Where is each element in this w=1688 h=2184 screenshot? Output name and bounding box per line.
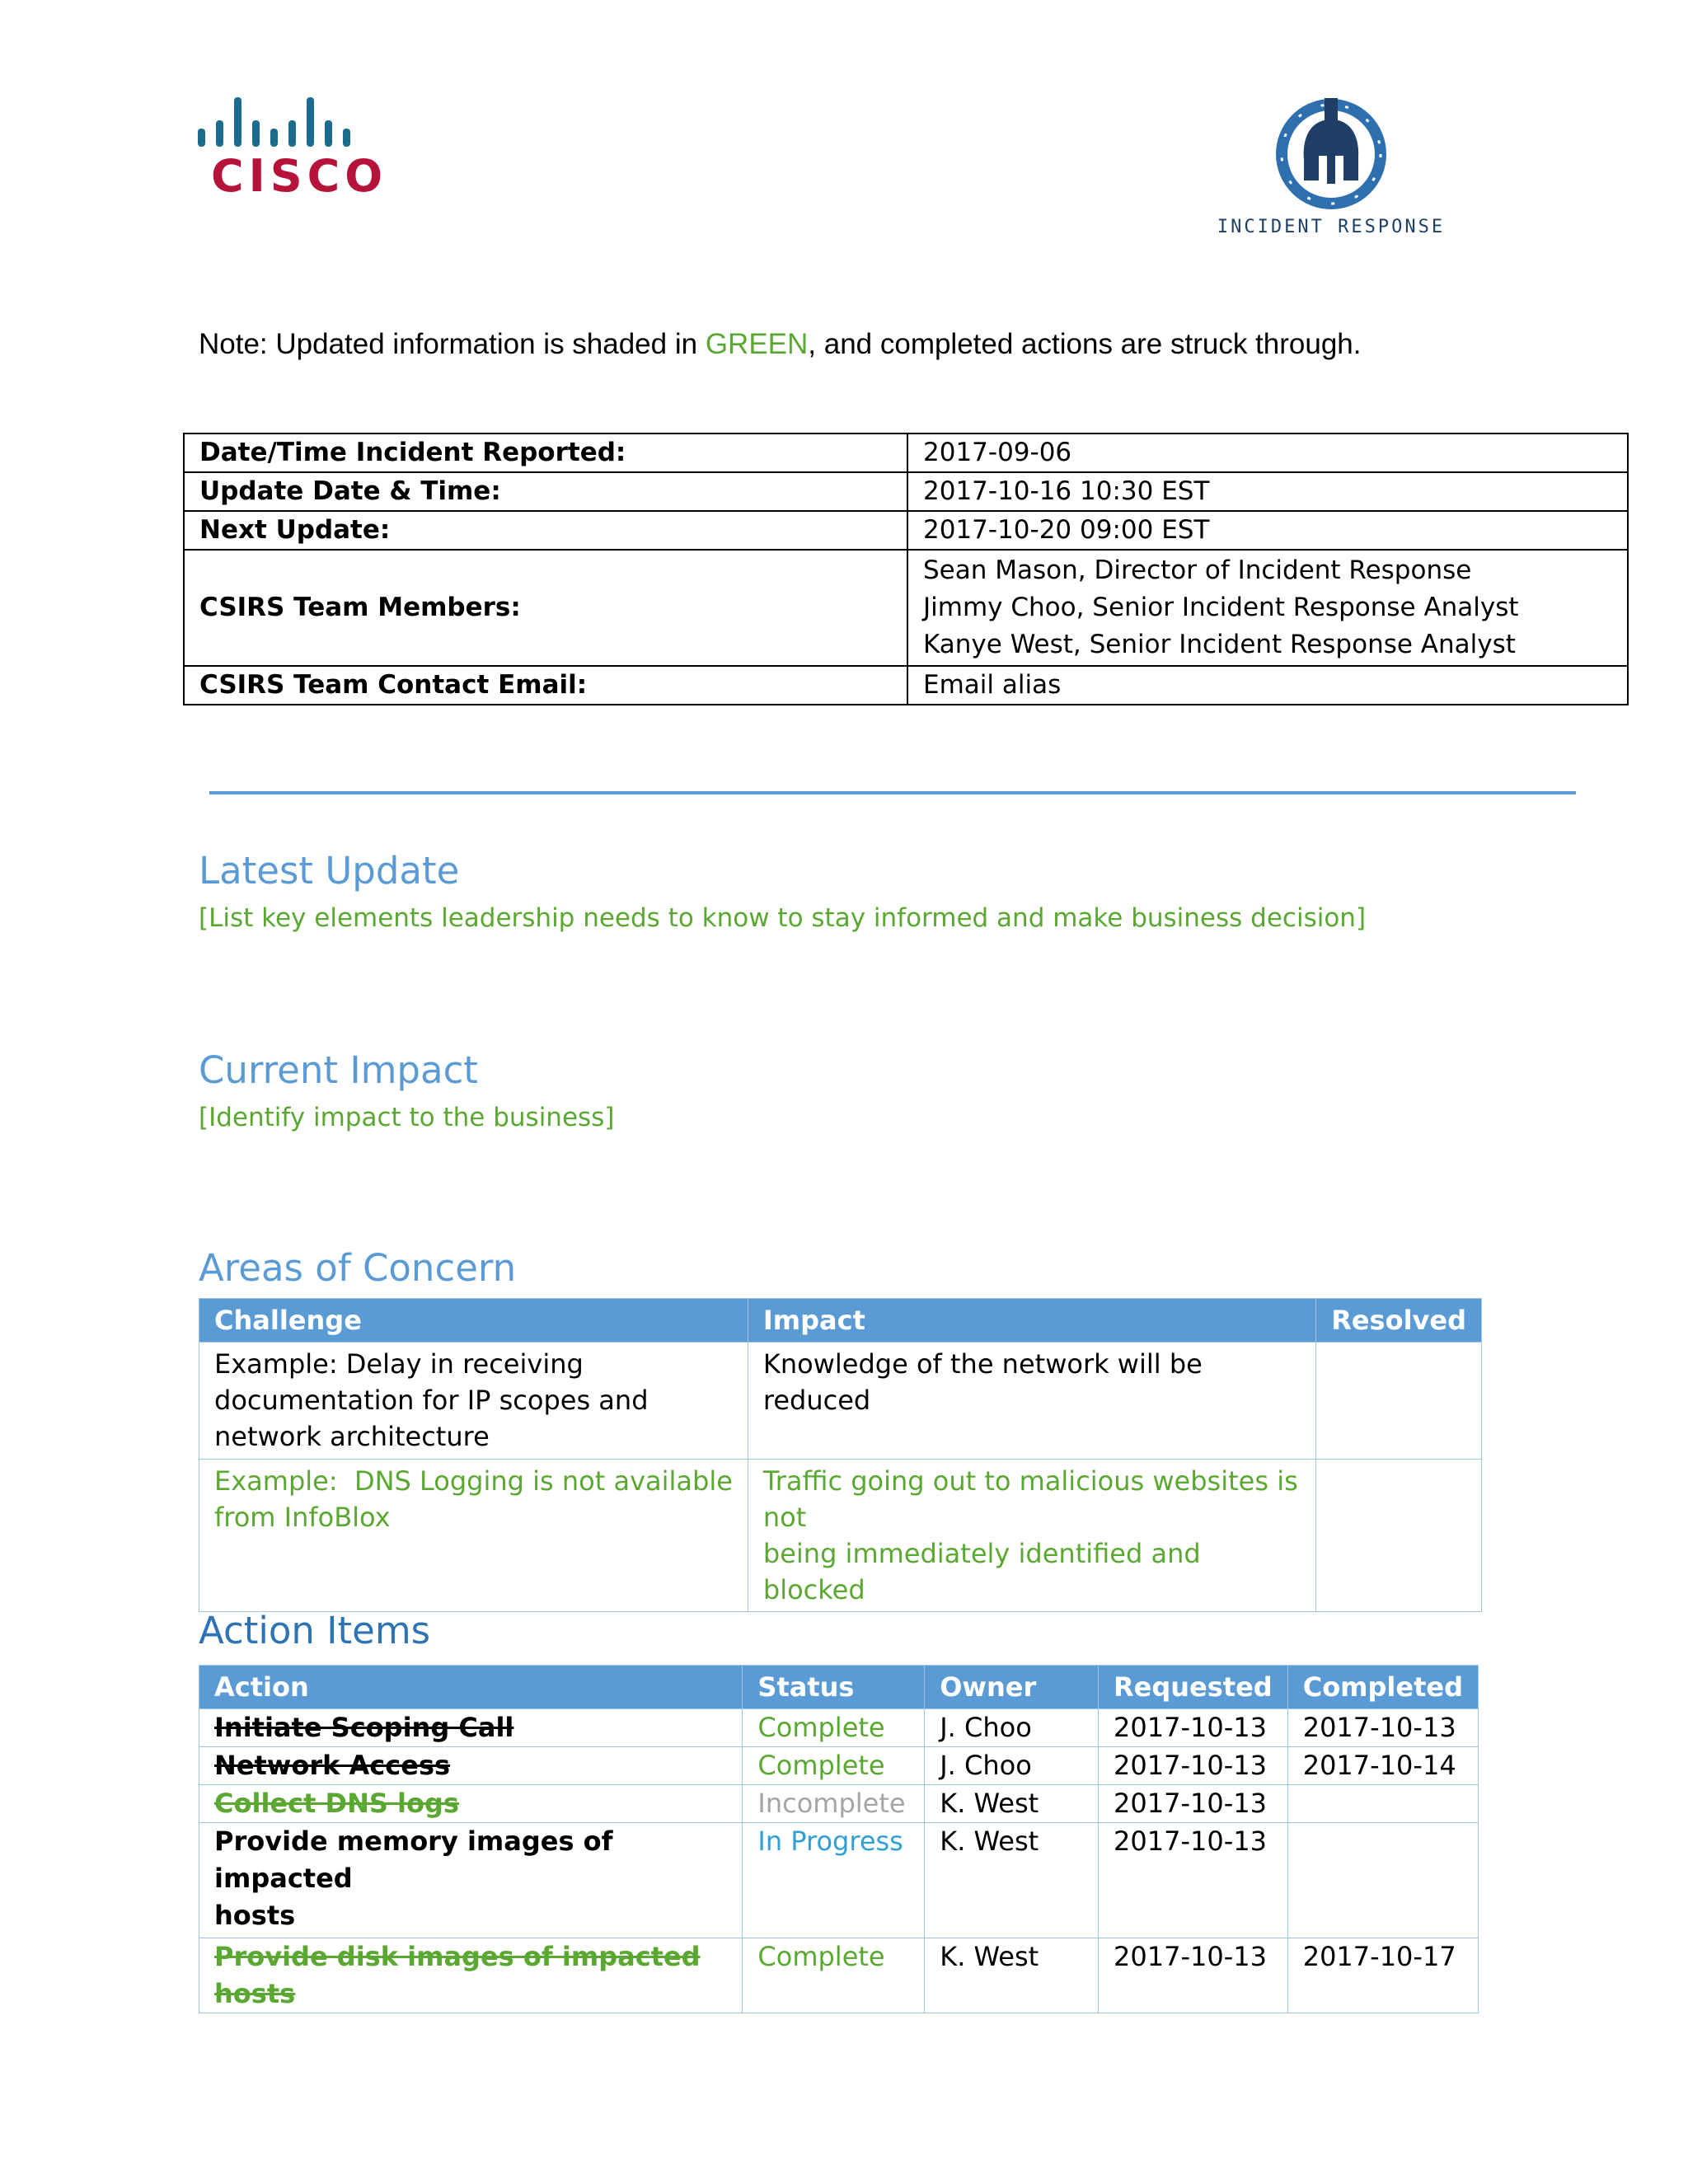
next-update-value: 2017-10-20 09:00 EST: [907, 511, 1628, 550]
next-update-label: Next Update:: [184, 511, 907, 550]
challenge-cell: [199, 1460, 748, 1612]
impact-line: Knowledge of the network will be reduced: [762, 1348, 1203, 1416]
email-label: CSIRS Team Contact Email:: [184, 666, 907, 705]
status-cell: In Progress: [743, 1823, 925, 1938]
requested-cell: 2017-10-13: [1099, 1823, 1288, 1938]
requested-cell: 2017-10-13: [1099, 1747, 1288, 1785]
action-cell: Provide disk images of impacted hosts: [199, 1938, 743, 2013]
table-row: [199, 1823, 1479, 1938]
latest-update-text: [List key elements leadership needs to know to stay informed and make business decision]: [199, 903, 1367, 933]
col-status: Status: [743, 1666, 925, 1709]
table-row: [199, 1938, 1479, 2013]
incident-response-caption: INCIDENT RESPONSE: [1217, 217, 1446, 237]
resolved-cell: [1316, 1460, 1482, 1612]
col-completed: Completed: [1287, 1666, 1478, 1709]
action-cell: Initiate Scoping Call: [199, 1709, 743, 1747]
impact-cell: [748, 1460, 1315, 1612]
owner-cell: J. Choo: [925, 1709, 1099, 1747]
concern-header-row: [199, 1299, 1482, 1343]
action-line: hosts: [214, 1900, 296, 1931]
resolved-cell: [1316, 1343, 1482, 1460]
current-impact-text: [Identify impact to the business]: [199, 1103, 615, 1132]
action-cell: Collect DNS logs: [199, 1785, 743, 1823]
email-value: Email alias: [907, 666, 1628, 705]
incident-info-table: [183, 433, 1629, 705]
completed-cell: 2017-10-13: [1287, 1709, 1478, 1747]
owner-cell: K. West: [925, 1785, 1099, 1823]
areas-of-concern-heading: Areas of Concern: [199, 1246, 517, 1290]
challenge-line: documentation for IP scopes and: [214, 1385, 649, 1416]
completed-cell: 2017-10-14: [1287, 1747, 1478, 1785]
incident-response-logo: [1195, 95, 1467, 243]
spartan-helmet-icon: [1276, 95, 1386, 210]
impact-line: Traffic going out to malicious websites is not: [762, 1465, 1298, 1533]
challenge-line: from InfoBlox: [214, 1502, 391, 1533]
challenge-cell: [199, 1343, 748, 1460]
team-member: Jimmy Choo, Senior Incident Response Analyst: [923, 593, 1519, 622]
action-cell: [199, 1823, 743, 1938]
table-row: [199, 1785, 1479, 1823]
status-cell: Incomplete: [743, 1785, 925, 1823]
info-row-email: [184, 666, 1628, 705]
team-label: CSIRS Team Members:: [184, 550, 907, 666]
areas-of-concern-table: [199, 1298, 1482, 1612]
update-label: Update Date & Time:: [184, 472, 907, 511]
challenge-line: network architecture: [214, 1421, 490, 1452]
completed-cell: [1287, 1785, 1478, 1823]
col-action: Action: [199, 1666, 743, 1709]
action-items-heading: Action Items: [199, 1609, 431, 1652]
note-text-after: , and completed actions are struck through.: [808, 328, 1362, 360]
challenge-line: Example: Delay in receiving: [214, 1348, 584, 1380]
cisco-wordmark: CISCO: [211, 150, 388, 202]
status-cell: Complete: [743, 1747, 925, 1785]
challenge-line: Example: DNS Logging is not available: [214, 1465, 733, 1497]
reported-label: Date/Time Incident Reported:: [184, 434, 907, 472]
requested-cell: 2017-10-13: [1099, 1785, 1288, 1823]
team-member: Kanye West, Senior Incident Response Analyst: [923, 630, 1516, 659]
note-highlight-green: GREEN: [705, 328, 809, 360]
completed-cell: 2017-10-17: [1287, 1938, 1478, 2013]
status-cell: Complete: [743, 1938, 925, 2013]
latest-update-heading: Latest Update: [199, 849, 460, 893]
info-row-reported: [184, 434, 1628, 472]
update-value: 2017-10-16 10:30 EST: [907, 472, 1628, 511]
impact-line: being immediately identified and blocked: [762, 1538, 1201, 1605]
impact-cell: [748, 1343, 1315, 1460]
current-impact-heading: Current Impact: [199, 1048, 478, 1092]
note-text-before: Note: Updated information is shaded in: [199, 328, 706, 360]
requested-cell: 2017-10-13: [1099, 1709, 1288, 1747]
table-row: [199, 1460, 1482, 1612]
col-challenge: Challenge: [199, 1299, 748, 1343]
owner-cell: J. Choo: [925, 1747, 1099, 1785]
section-divider: [209, 791, 1576, 794]
col-owner: Owner: [925, 1666, 1099, 1709]
col-resolved: Resolved: [1316, 1299, 1482, 1343]
action-header-row: [199, 1666, 1479, 1709]
completed-cell: [1287, 1823, 1478, 1938]
team-member: Sean Mason, Director of Incident Response: [923, 555, 1472, 585]
status-cell: Complete: [743, 1709, 925, 1747]
owner-cell: K. West: [925, 1938, 1099, 2013]
table-row: [199, 1709, 1479, 1747]
requested-cell: 2017-10-13: [1099, 1938, 1288, 2013]
info-row-team: [184, 550, 1628, 666]
action-items-table: [199, 1665, 1479, 2013]
team-members: [907, 550, 1628, 666]
col-impact: Impact: [748, 1299, 1315, 1343]
action-line: Provide memory images of impacted: [214, 1825, 613, 1894]
action-cell: Network Access: [199, 1747, 743, 1785]
table-row: [199, 1747, 1479, 1785]
reported-value: 2017-09-06: [907, 434, 1628, 472]
owner-cell: K. West: [925, 1823, 1099, 1938]
col-requested: Requested: [1099, 1666, 1288, 1709]
info-row-next: [184, 511, 1628, 550]
info-row-update: [184, 472, 1628, 511]
update-note: [199, 328, 1362, 361]
table-row: [199, 1343, 1482, 1460]
cisco-logo: [196, 97, 386, 204]
